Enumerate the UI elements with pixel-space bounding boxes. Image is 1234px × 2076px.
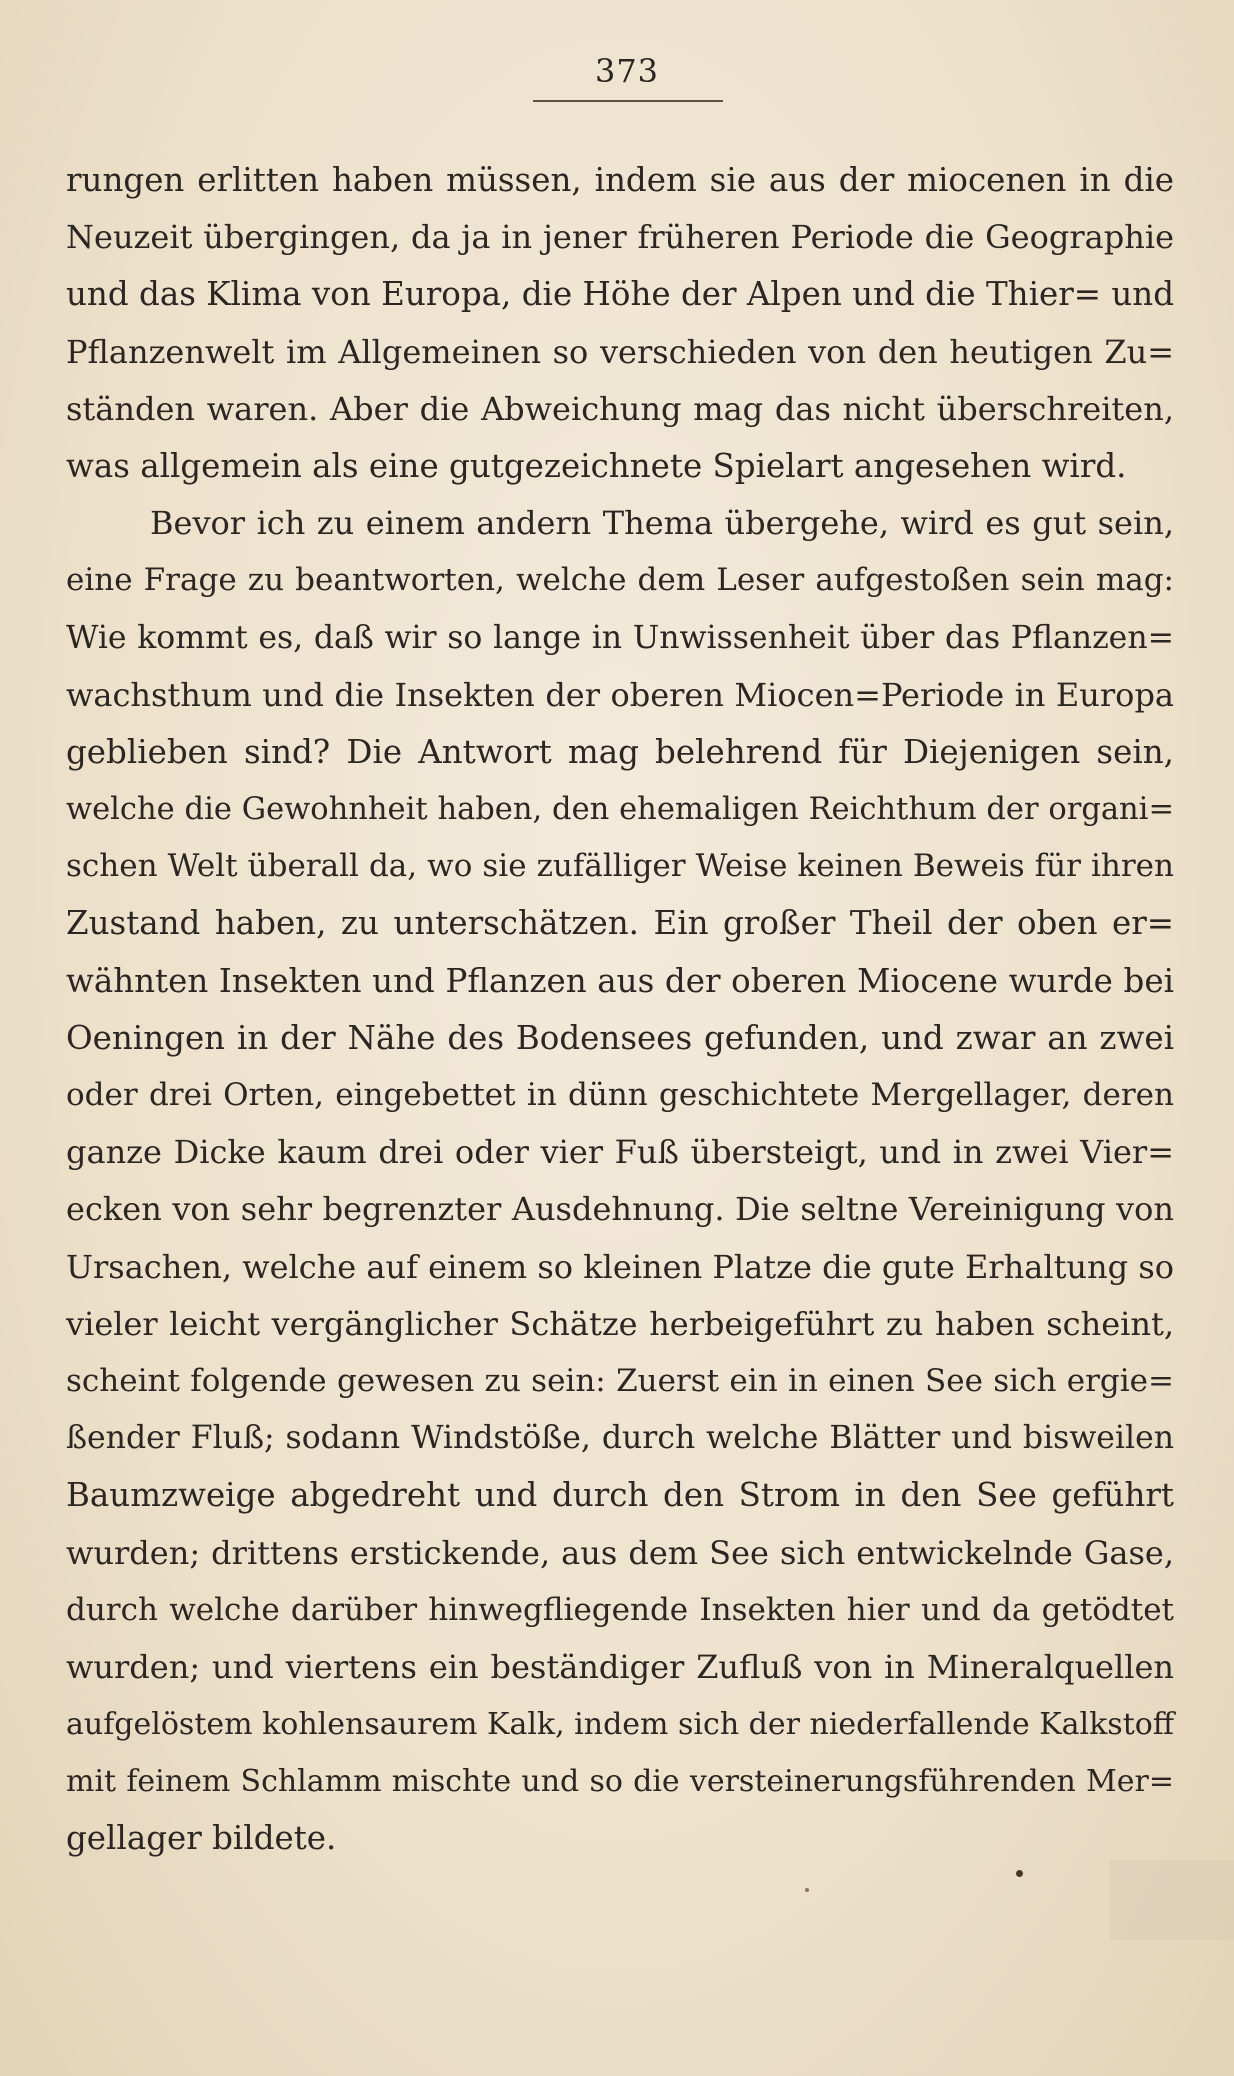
text-line: eine Frage zu beantworten, welche dem Leser aufgestoßen sein mag: [66, 562, 1174, 599]
text-line: oder drei Orten, eingebettet in dünn geschichtete Mergellager, deren [66, 1077, 1174, 1113]
text-line: scheint folgende gewesen zu sein: Zuerst ein in einen See sich ergie= [66, 1362, 1174, 1399]
body-text [66, 152, 1174, 1868]
text-line: aufgelöstem kohlensaurem Kalk, indem sich der niederfallende Kalkstoff [66, 1707, 1175, 1743]
text-line: ecken von sehr begrenzter Ausdehnung. Die seltne Vereinigung von [66, 1190, 1174, 1229]
text-line: was allgemein als eine gutgezeichnete Spielart angesehen wird. [66, 446, 1127, 485]
page-number: 373 [594, 52, 660, 90]
text-line: Zustand haben, zu unterschätzen. Ein großer Theil der oben er= [66, 904, 1174, 943]
text-line: geblieben sind? Die Antwort mag belehrend für Diejenigen sein, [66, 732, 1174, 771]
text-line: durch welche darüber hinwegfliegende Insekten hier und da getödtet [66, 1591, 1174, 1628]
text-line: und das Klima von Europa, die Höhe der Alpen und die Thier= und [66, 275, 1174, 314]
text-line: mit feinem Schlamm mischte und so die versteinerungsführenden Mer= [66, 1764, 1174, 1800]
text-line: ganze Dicke kaum drei oder vier Fuß übersteigt, und in zwei Vier= [66, 1133, 1174, 1172]
text-line: wurden; und viertens ein beständiger Zufluß von in Mineralquellen [66, 1647, 1174, 1686]
text-line: Oeningen in der Nähe des Bodensees gefunden, und zwar an zwei [66, 1018, 1174, 1057]
text-line: Neuzeit übergingen, da ja in jener früheren Periode die Geographie [66, 218, 1174, 257]
text-line: wurden; drittens erstickende, aus dem See sich entwickelnde Gase, [66, 1533, 1174, 1572]
ink-speck [1016, 1870, 1023, 1877]
header-rule [533, 100, 723, 102]
text-line: Pflanzenwelt im Allgemeinen so verschieden von den heutigen Zu= [66, 332, 1174, 371]
text-line: ßender Fluß; sodann Windstöße, durch welche Blätter und bisweilen [66, 1420, 1174, 1457]
text-line: Baumzweige abgedreht und durch den Strom in den See geführt [66, 1476, 1174, 1515]
text-line: wähnten Insekten und Pflanzen aus der oberen Miocene wurde bei [66, 961, 1174, 1000]
text-line: Wie kommt es, daß wir so lange in Unwissenheit über das Pflanzen= [66, 619, 1174, 656]
text-line: wachsthum und die Insekten der oberen Miocen=Periode in Europa [66, 675, 1174, 714]
text-line: vieler leicht vergänglicher Schätze herbeigeführt zu haben scheint, [66, 1304, 1174, 1343]
facing-page-bleed [1110, 1860, 1234, 1940]
ink-speck [805, 1888, 809, 1892]
text-line: ständen waren. Aber die Abweichung mag das nicht überschreiten, [66, 389, 1174, 428]
text-line: schen Welt überall da, wo sie zufälliger Weise keinen Beweis für ihren [66, 848, 1174, 885]
text-line: gellager bildete. [66, 1819, 337, 1858]
text-line: Ursachen, welche auf einem so kleinen Platze die gute Erhaltung so [66, 1247, 1174, 1286]
text-line: Bevor ich zu einem andern Thema übergehe, wird es gut sein, [150, 504, 1174, 543]
text-line: rungen erlitten haben müssen, indem sie aus der miocenen in die [66, 161, 1174, 199]
text-line: welche die Gewohnheit haben, den ehemaligen Reichthum der organi= [66, 792, 1174, 828]
